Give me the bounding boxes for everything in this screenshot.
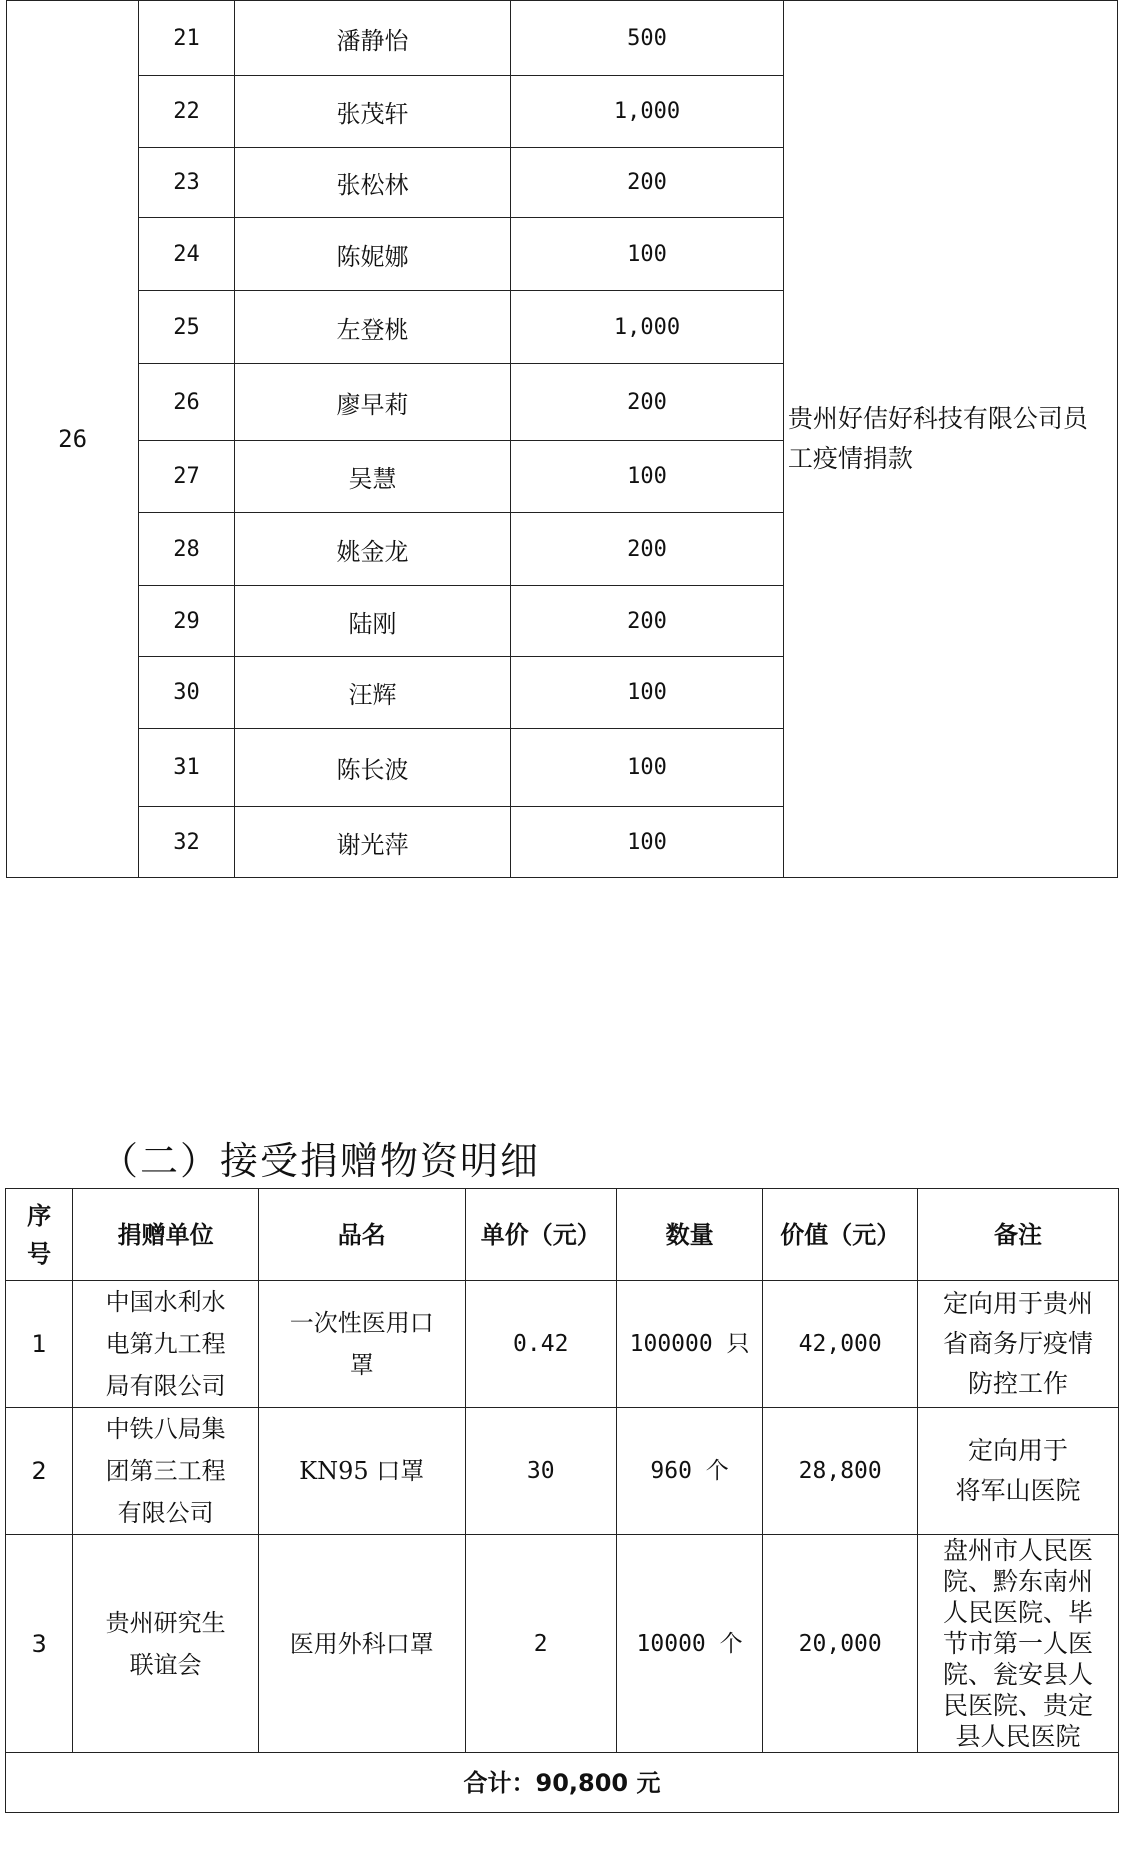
remark	[918, 1281, 1119, 1408]
remark-line: 民医院、贵定	[943, 1691, 1094, 1720]
donor-name: 吴慧	[234, 441, 510, 513]
donor-line: 贵州研究生	[105, 1608, 226, 1637]
donation-cash-table	[6, 0, 1118, 878]
value: 20,000	[763, 1535, 918, 1753]
donor-unit	[73, 1535, 259, 1753]
donor-name: 陈长波	[234, 729, 510, 807]
donor-unit	[73, 1281, 259, 1408]
unit-price: 30	[465, 1408, 616, 1535]
donation-amount: 100	[511, 218, 784, 291]
remark-line: 定向用于	[968, 1436, 1069, 1465]
donor-name: 左登桃	[234, 291, 510, 364]
item-line: 罩	[349, 1351, 374, 1379]
remark-line: 盘州市人民医	[943, 1536, 1094, 1565]
donor-line: 中国水利水	[105, 1288, 226, 1316]
unit-price: 0.42	[465, 1281, 616, 1408]
header-value: 价值（元）	[763, 1189, 918, 1281]
donor-line: 有限公司	[117, 1499, 214, 1527]
header-donor: 捐赠单位	[73, 1189, 259, 1281]
donor-line: 团第三工程	[105, 1457, 226, 1485]
quantity: 10000 个	[616, 1535, 763, 1753]
remark-line: 县人民医院	[955, 1722, 1081, 1751]
donation-note	[783, 1, 1117, 878]
section-title: （二）接受捐赠物资明细	[100, 1139, 541, 1183]
row-number: 29	[139, 586, 235, 657]
donation-amount: 100	[511, 729, 784, 807]
row-number: 28	[139, 513, 235, 586]
donor-line: 局有限公司	[105, 1372, 226, 1400]
donation-amount: 200	[511, 586, 784, 657]
donor-name: 廖早莉	[234, 364, 510, 441]
donor-line: 中铁八局集	[105, 1415, 226, 1443]
donor-name: 陈妮娜	[234, 218, 510, 291]
donation-amount: 500	[511, 1, 784, 76]
remark	[918, 1535, 1119, 1753]
remark-line: 防控工作	[968, 1369, 1069, 1398]
item-name	[258, 1281, 465, 1408]
row-number: 25	[139, 291, 235, 364]
row-number: 31	[139, 729, 235, 807]
row-number: 2	[6, 1408, 73, 1535]
table-row	[7, 1, 1118, 76]
row-number: 21	[139, 1, 235, 76]
header-no: 序 号	[6, 1189, 73, 1281]
donor-name: 陆刚	[234, 586, 510, 657]
donation-amount: 1,000	[511, 76, 784, 148]
donation-amount: 100	[511, 441, 784, 513]
donation-amount: 100	[511, 807, 784, 878]
donation-amount: 200	[511, 148, 784, 218]
row-number: 24	[139, 218, 235, 291]
donor-name: 张茂轩	[234, 76, 510, 148]
total-amount: 合计：90,800 元	[6, 1753, 1119, 1813]
donation-amount: 1,000	[511, 291, 784, 364]
table-row	[6, 1535, 1119, 1753]
donor-name: 汪辉	[234, 657, 510, 729]
donated-materials-table	[5, 1188, 1119, 1813]
remark-line: 节市第一人医	[943, 1629, 1094, 1658]
remark-line: 省商务厅疫情	[943, 1329, 1094, 1358]
donation-amount: 200	[511, 364, 784, 441]
table-row	[6, 1281, 1119, 1408]
donation-amount: 100	[511, 657, 784, 729]
quantity: 100000 只	[616, 1281, 763, 1408]
header-remark: 备注	[918, 1189, 1119, 1281]
donor-line: 电第九工程	[105, 1330, 226, 1358]
value: 28,800	[763, 1408, 918, 1535]
item-name	[258, 1408, 465, 1535]
donor-name: 姚金龙	[234, 513, 510, 586]
donor-name: 张松林	[234, 148, 510, 218]
item-line: 医用外科口罩	[289, 1629, 434, 1658]
header-item: 品名	[258, 1189, 465, 1281]
remark-line: 院、黔东南州	[943, 1567, 1094, 1596]
item-line: 一次性医用口	[289, 1309, 434, 1337]
donor-name: 潘静怡	[234, 1, 510, 76]
row-number: 1	[6, 1281, 73, 1408]
remark-line: 将军山医院	[955, 1476, 1081, 1505]
remark-line: 定向用于贵州	[943, 1289, 1094, 1318]
donation-amount: 200	[511, 513, 784, 586]
group-number: 26	[7, 1, 139, 878]
item-line: KN95 口罩	[299, 1457, 425, 1485]
header-unit-price: 单价（元）	[465, 1189, 616, 1281]
donor-name: 谢光萍	[234, 807, 510, 878]
item-name	[258, 1535, 465, 1753]
note-line: 工疫情捐款	[787, 444, 913, 473]
donor-unit	[73, 1408, 259, 1535]
row-number: 30	[139, 657, 235, 729]
remark-line: 人民医院、毕	[943, 1598, 1094, 1627]
row-number: 22	[139, 76, 235, 148]
row-number: 32	[139, 807, 235, 878]
row-number: 26	[139, 364, 235, 441]
row-number: 3	[6, 1535, 73, 1753]
unit-price: 2	[465, 1535, 616, 1753]
row-number: 23	[139, 148, 235, 218]
donor-line: 联谊会	[129, 1650, 202, 1679]
quantity: 960 个	[616, 1408, 763, 1535]
remark	[918, 1408, 1119, 1535]
value: 42,000	[763, 1281, 918, 1408]
table-row	[6, 1408, 1119, 1535]
total-row	[6, 1753, 1119, 1813]
note-line: 贵州好佶好科技有限公司员	[787, 404, 1088, 433]
header-row	[6, 1189, 1119, 1281]
remark-line: 院、瓮安县人	[943, 1660, 1094, 1689]
header-quantity: 数量	[616, 1189, 763, 1281]
row-number: 27	[139, 441, 235, 513]
